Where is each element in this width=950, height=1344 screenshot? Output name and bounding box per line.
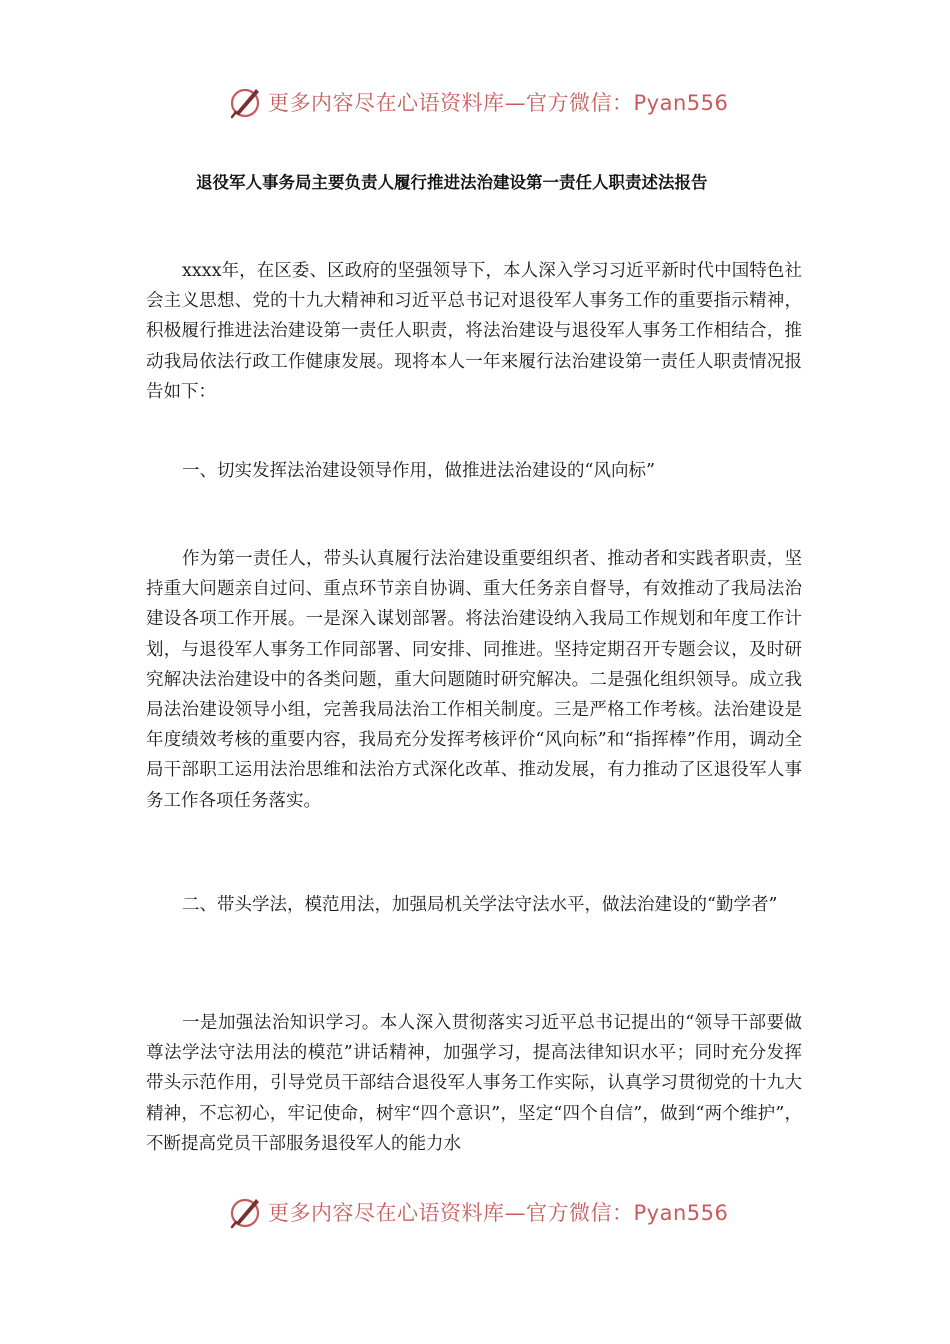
- quill-pen-logo-icon: [226, 83, 264, 121]
- footer-watermark-text: 更多内容尽在心语资料库—官方微信：Pyan556: [268, 1201, 729, 1225]
- section-2-body: 一是加强法治知识学习。本人深入贯彻落实习近平总书记提出的“领导干部要做尊法学法守法用法的模范”讲话精神，加强学习，提高法律知识水平；同时充分发挥带头示范作用，引导党员干部结合退役军人事务工作实际，认真学习贯彻党的十九大精神，不忘初心，牢记使命，树牢“四个意识”，坚定“四个自信”，做到“两个维护”，不断提高党员干部服务退役军人的能力水: [146, 1013, 802, 1154]
- header-watermark-banner: [226, 80, 729, 124]
- document-title: 退役军人事务局主要负责人履行推进法治建设第一责任人职责述法报告: [196, 173, 708, 192]
- section-1-heading: 一、切实发挥法治建设领导作用，做推进法治建设的“风向标”: [182, 461, 655, 481]
- section-1-body: 作为第一责任人，带头认真履行法治建设重要组织者、推动者和实践者职责，坚持重大问题亲自过问、重点环节亲自协调、重大任务亲自督导，有效推动了我局法治建设各项工作开展。一是深入谋划部署。将法治建设纳入我局工作规划和年度工作计划，与退役军人事务工作同部署、同安排、同推进。坚持定期召开专题会议，及时研究解决法治建设中的各类问题，重大问题随时研究解决。二是强化组织领导。成立我局法治建设领导小组，完善我局法治工作相关制度。三是严格工作考核。法治建设是年度绩效考核的重要内容，我局充分发挥考核评价“风向标”和“指挥棒”作用，调动全局干部职工运用法治思维和法治方式深化改革、推动发展，有力推动了区退役军人事务工作各项任务落实。: [146, 549, 802, 811]
- header-watermark-text: 更多内容尽在心语资料库—官方微信：Pyan556: [268, 91, 729, 115]
- section-2-heading: 二、带头学法，模范用法，加强局机关学法守法水平，做法治建设的“勤学者”: [182, 895, 778, 915]
- intro-paragraph: xxxx年，在区委、区政府的坚强领导下，本人深入学习习近平新时代中国特色社会主义思想、党的十九大精神和习近平总书记对退役军人事务工作的重要指示精神，积极履行推进法治建设第一责任人职责，将法治建设与退役军人事务工作相结合，推动我局依法行政工作健康发展。现将本人一年来履行法治建设第一责任人职责情况报告如下：: [146, 261, 802, 402]
- footer-watermark-banner: [226, 1190, 729, 1234]
- quill-pen-logo-icon: [226, 1193, 264, 1231]
